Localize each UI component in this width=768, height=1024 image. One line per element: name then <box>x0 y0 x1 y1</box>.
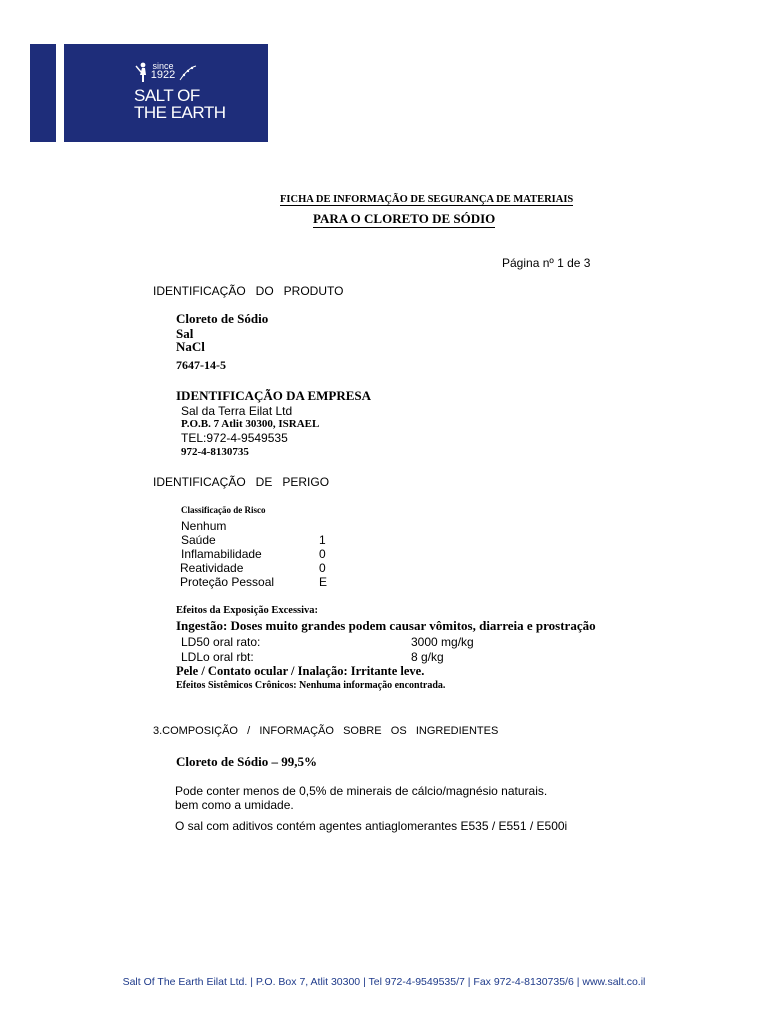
logo-since: since 1922 <box>150 61 176 81</box>
company-name: Sal da Terra Eilat Ltd <box>181 404 293 418</box>
ldlo-label: LDLo oral rbt: <box>181 650 254 664</box>
page-number: Página nº 1 de 3 <box>502 256 591 270</box>
ldlo-value: 8 g/kg <box>411 650 444 664</box>
composition-line2: bem como a umidade. <box>175 798 294 812</box>
risk-none: Nenhum <box>181 519 227 533</box>
ld50-label: LD50 oral rato: <box>181 635 261 649</box>
logo-strip <box>30 44 56 142</box>
risk-label-protection: Proteção Pessoal <box>180 575 275 589</box>
composition-heading: 3.COMPOSIÇÃO / INFORMAÇÃO SOBRE OS INGREDIENTES <box>153 725 499 737</box>
risk-value-protection: E <box>319 575 328 589</box>
risk-label-health: Saúde <box>181 533 216 547</box>
logo-line1: SALT OF <box>134 86 200 105</box>
chronic-effects-text: Efeitos Sistêmicos Crônicos: Nenhuma informação encontrada. <box>176 680 446 691</box>
risk-value-reactivity: 0 <box>319 561 326 575</box>
ingestion-text: Ingestão: Doses muito grandes podem causar vômitos, diarreia e prostração <box>176 618 596 633</box>
exposure-effects-title: Efeitos da Exposição Excessiva: <box>176 605 319 616</box>
company-fax: 972-4-8130735 <box>181 446 249 458</box>
ld50-value: 3000 mg/kg <box>411 635 474 649</box>
company-address: P.O.B. 7 Atlit 30300, ISRAEL <box>181 418 320 430</box>
skin-contact-text: Pele / Contato ocular / Inalação: Irritante leve. <box>176 664 425 678</box>
risk-class-title: Classificação de Risco <box>181 505 266 515</box>
composition-line3: O sal com aditivos contém agentes antiaglomerantes E535 / E551 / E500i <box>175 819 568 833</box>
product-name: Cloreto de Sódio <box>176 311 269 326</box>
company-heading: IDENTIFICAÇÃO DA EMPRESA <box>176 388 372 403</box>
company-logo <box>64 44 268 142</box>
composition-main: Cloreto de Sódio – 99,5% <box>176 754 317 769</box>
risk-value-health: 1 <box>319 533 326 547</box>
composition-line1: Pode conter menos de 0,5% de minerais de cálcio/magnésio naturais. <box>175 784 548 798</box>
page-footer: Salt Of The Earth Eilat Ltd. | P.O. Box 7, Atlit 30300 | Tel 972-4-9549535/7 | Fax 972-4-8130735/6 | www.salt.co.il <box>122 976 646 988</box>
document-title: FICHA DE INFORMAÇÃO DE SEGURANÇA DE MATERIAIS <box>280 194 574 205</box>
logo-wheat-icon <box>178 64 198 82</box>
document-subtitle: PARA O CLORETO DE SÓDIO <box>313 211 496 226</box>
product-alias: Sal <box>176 326 194 341</box>
risk-label-reactivity: Reatividade <box>180 561 244 575</box>
cas-number: 7647-14-5 <box>176 358 226 372</box>
hazard-heading: IDENTIFICAÇÃO DE PERIGO <box>153 475 330 489</box>
product-heading: IDENTIFICAÇÃO DO PRODUTO <box>153 284 344 298</box>
product-formula: NaCl <box>176 339 205 354</box>
logo-line2: THE EARTH <box>134 103 226 122</box>
company-tel: TEL:972-4-9549535 <box>181 431 288 445</box>
risk-value-flammability: 0 <box>319 547 326 561</box>
risk-label-flammability: Inflamabilidade <box>181 547 262 561</box>
